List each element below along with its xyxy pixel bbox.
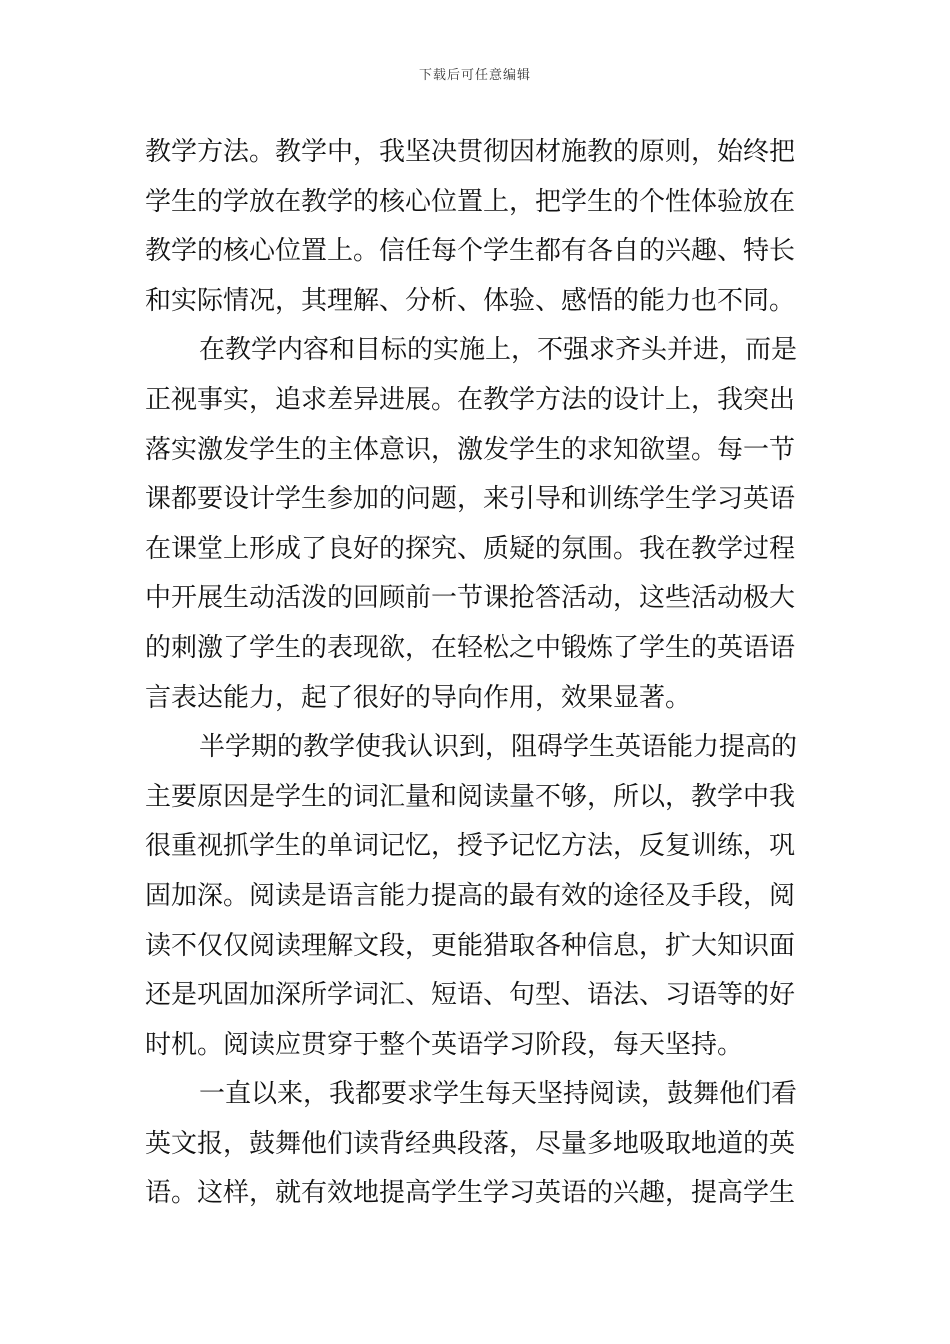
page-header-note: 下载后可任意编辑 xyxy=(418,68,531,83)
text-line: 教学的核心位置上。信任每个学生都有各自的兴趣、特长 xyxy=(145,236,796,267)
paragraph-start-line: 在教学内容和目标的实施上，不强求齐头并进，而是 xyxy=(199,335,798,366)
text-line: 学生的学放在教学的核心位置上，把学生的个性体验放在 xyxy=(145,186,796,217)
text-line: 教学方法。教学中，我坚决贯彻因材施教的原则，始终把 xyxy=(145,137,796,167)
paragraph-start-line: 一直以来，我都要求学生每天坚持阅读，鼓舞他们看 xyxy=(199,1079,798,1110)
text-line: 和实际情况，其理解、分析、体验、感悟的能力也不同。 xyxy=(145,285,796,316)
text-line: 言表达能力，起了很好的导向作用，效果显著。 xyxy=(145,682,692,713)
text-line: 很重视抓学生的单词记忆，授予记忆方法，反复训练，巩 xyxy=(145,831,796,862)
text-line: 固加深。阅读是语言能力提高的最有效的途径及手段，阅 xyxy=(145,880,796,911)
text-line: 主要原因是学生的词汇量和阅读量不够，所以，教学中我 xyxy=(145,781,796,812)
text-line: 中开展生动活泼的回顾前一节课抢答活动，这些活动极大 xyxy=(145,583,796,614)
text-line: 时机。阅读应贯穿于整个英语学习阶段，每天坚持。 xyxy=(145,1029,744,1060)
text-line: 课都要设计学生参加的问题，来引导和训练学生学习英语 xyxy=(145,484,796,515)
text-line: 在课堂上形成了良好的探究、质疑的氛围。我在教学过程 xyxy=(145,533,796,564)
document-body xyxy=(145,128,807,1219)
text-line: 正视事实，追求差异进展。在教学方法的设计上，我突出 xyxy=(145,384,796,415)
paragraph-start-line: 半学期的教学使我认识到，阻碍学生英语能力提高的 xyxy=(199,732,798,763)
text-line: 的刺激了学生的表现欲，在轻松之中锻炼了学生的英语语 xyxy=(145,632,796,663)
text-line: 还是巩固加深所学词汇、短语、句型、语法、习语等的好 xyxy=(145,980,796,1011)
text-line: 英文报，鼓舞他们读背经典段落，尽量多地吸取地道的英 xyxy=(145,1128,796,1159)
text-line: 读不仅仅阅读理解文段，更能猎取各种信息，扩大知识面 xyxy=(145,930,796,961)
text-line: 语。这样，就有效地提高学生学习英语的兴趣，提高学生 xyxy=(145,1178,796,1209)
text-line: 落实激发学生的主体意识，激发学生的求知欲望。每一节 xyxy=(145,434,796,465)
